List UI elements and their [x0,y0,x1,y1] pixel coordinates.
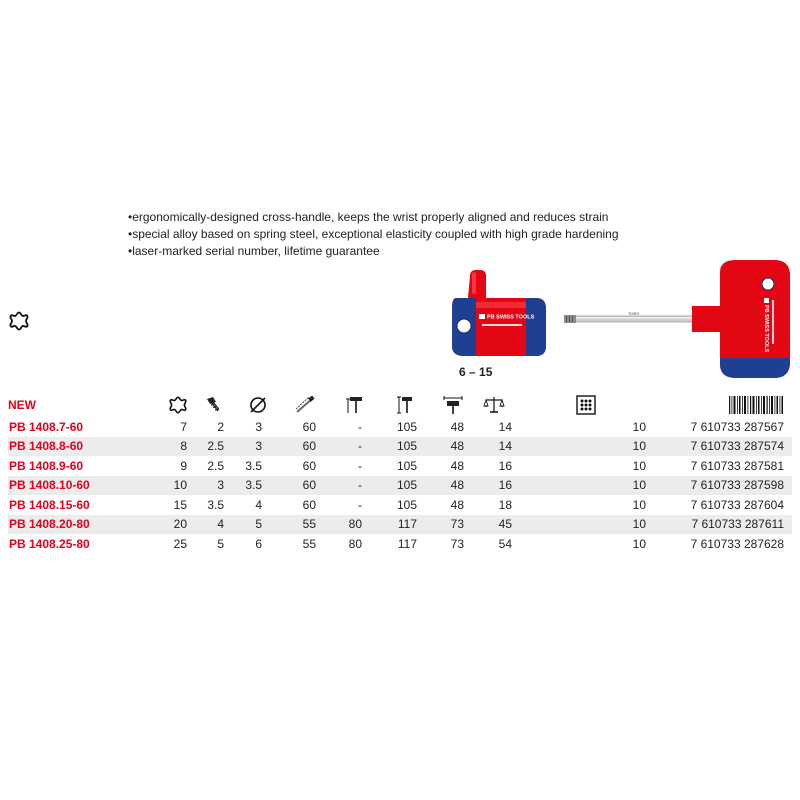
package-quantity-cell: 10 [512,417,660,437]
weight-cell: 16 [476,456,512,476]
table-header-row [8,393,792,417]
screw-size-cell: 5 [190,534,236,554]
ean-code-cell: 7 610733 287567 [660,417,792,437]
total-length-cell: 117 [382,534,429,554]
weight-cell: 45 [476,515,512,535]
total-length-cell: 105 [382,476,429,496]
diameter-cell: 5 [236,515,280,535]
package-quantity-icon [576,395,596,415]
screw-size-cell: 2.5 [190,456,236,476]
feature-list [128,209,619,260]
article-number: PB 1408.20-80 [8,515,108,535]
weight-cell: 54 [476,534,512,554]
handle-width-icon [442,395,464,415]
package-quantity-cell: 10 [512,437,660,457]
size-range-label: 6 – 15 [459,365,493,379]
diameter-cell: 3.5 [236,476,280,496]
brand-label: PB SWISS TOOLS [763,305,769,353]
table-row [8,495,792,515]
diameter-icon [248,395,268,415]
article-number: PB 1408.15-60 [8,495,108,515]
diameter-cell: 4 [236,495,280,515]
screw-size-cell: 3 [190,476,236,496]
article-number: PB 1408.25-80 [8,534,108,554]
torx-size-cell: 9 [108,456,190,476]
handle-width-cell: 73 [429,534,476,554]
ean-code-cell: 7 610733 287598 [660,476,792,496]
barcode-icon [728,395,784,415]
diameter-cell: 3.5 [236,456,280,476]
total-length-cell: 105 [382,417,429,437]
torx-size-cell: 25 [108,534,190,554]
ean-code-cell: 7 610733 287628 [660,534,792,554]
ean-code-cell: 7 610733 287581 [660,456,792,476]
article-number: PB 1408.8-60 [8,437,108,457]
torx-profile-icon [168,395,188,415]
blade-length-cell: 55 [280,515,330,535]
weight-cell: 16 [476,476,512,496]
diameter-cell: 6 [236,534,280,554]
blade-length-cell: 55 [280,534,330,554]
shaft-marking: TORX [628,311,640,316]
total-length-cell: 117 [382,515,429,535]
handle-length-icon [345,395,367,415]
handle-width-cell: 48 [429,495,476,515]
handle-width-cell: 48 [429,437,476,457]
handle-width-cell: 73 [429,515,476,535]
blade-length-cell: 60 [280,437,330,457]
table-row [8,476,792,496]
handle-width-cell: 48 [429,456,476,476]
total-length-icon [395,395,417,415]
total-length-cell: 105 [382,437,429,457]
handle-width-cell: 48 [429,417,476,437]
table-row [8,534,792,554]
package-quantity-cell: 10 [512,476,660,496]
handle-length-cell: 80 [330,534,382,554]
article-number: PB 1408.9-60 [8,456,108,476]
screw-size-cell: 2 [190,417,236,437]
package-quantity-cell: 10 [512,534,660,554]
weight-icon [483,395,505,415]
blade-length-cell: 60 [280,456,330,476]
diameter-cell: 3 [236,437,280,457]
article-number: PB 1408.10-60 [8,476,108,496]
torx-size-cell: 10 [108,476,190,496]
handle-length-cell: - [330,437,382,457]
large-screwdriver-image [560,258,792,382]
torx-size-cell: 15 [108,495,190,515]
weight-cell: 18 [476,495,512,515]
total-length-cell: 105 [382,495,429,515]
article-number: PB 1408.7-60 [8,417,108,437]
blade-length-cell: 60 [280,495,330,515]
weight-cell: 14 [476,437,512,457]
diameter-cell: 3 [236,417,280,437]
handle-length-cell: - [330,417,382,437]
blade-length-cell: 60 [280,417,330,437]
feature-item: • special alloy based on spring steel, exceptional elasticity coupled with high grade hardening [128,226,619,243]
torx-profile-icon [8,310,30,332]
package-quantity-cell: 10 [512,515,660,535]
handle-length-cell: - [330,456,382,476]
torx-size-cell: 20 [108,515,190,535]
handle-length-cell: - [330,495,382,515]
torx-size-cell: 7 [108,417,190,437]
brand-label: PB SWISS TOOLS [487,314,535,321]
screw-size-icon [204,396,222,414]
screw-size-cell: 3.5 [190,495,236,515]
ean-code-cell: 7 610733 287611 [660,515,792,535]
new-label: NEW [8,398,36,412]
table-row [8,456,792,476]
screw-size-cell: 2.5 [190,437,236,457]
handle-length-cell: 80 [330,515,382,535]
blade-length-cell: 60 [280,476,330,496]
product-spec-table [8,393,792,554]
handle-width-cell: 48 [429,476,476,496]
small-screwdriver-image [452,268,548,360]
torx-size-cell: 8 [108,437,190,457]
ean-code-cell: 7 610733 287574 [660,437,792,457]
table-row [8,515,792,535]
table-row [8,417,792,437]
package-quantity-cell: 10 [512,456,660,476]
package-quantity-cell: 10 [512,495,660,515]
weight-cell: 14 [476,417,512,437]
total-length-cell: 105 [382,456,429,476]
blade-length-icon [294,395,316,415]
feature-item: • ergonomically-designed cross-handle, keeps the wrist properly aligned and reduces strain [128,209,619,226]
feature-item: • laser-marked serial number, lifetime guarantee [128,243,619,260]
table-row [8,437,792,457]
screw-size-cell: 4 [190,515,236,535]
handle-length-cell: - [330,476,382,496]
ean-code-cell: 7 610733 287604 [660,495,792,515]
